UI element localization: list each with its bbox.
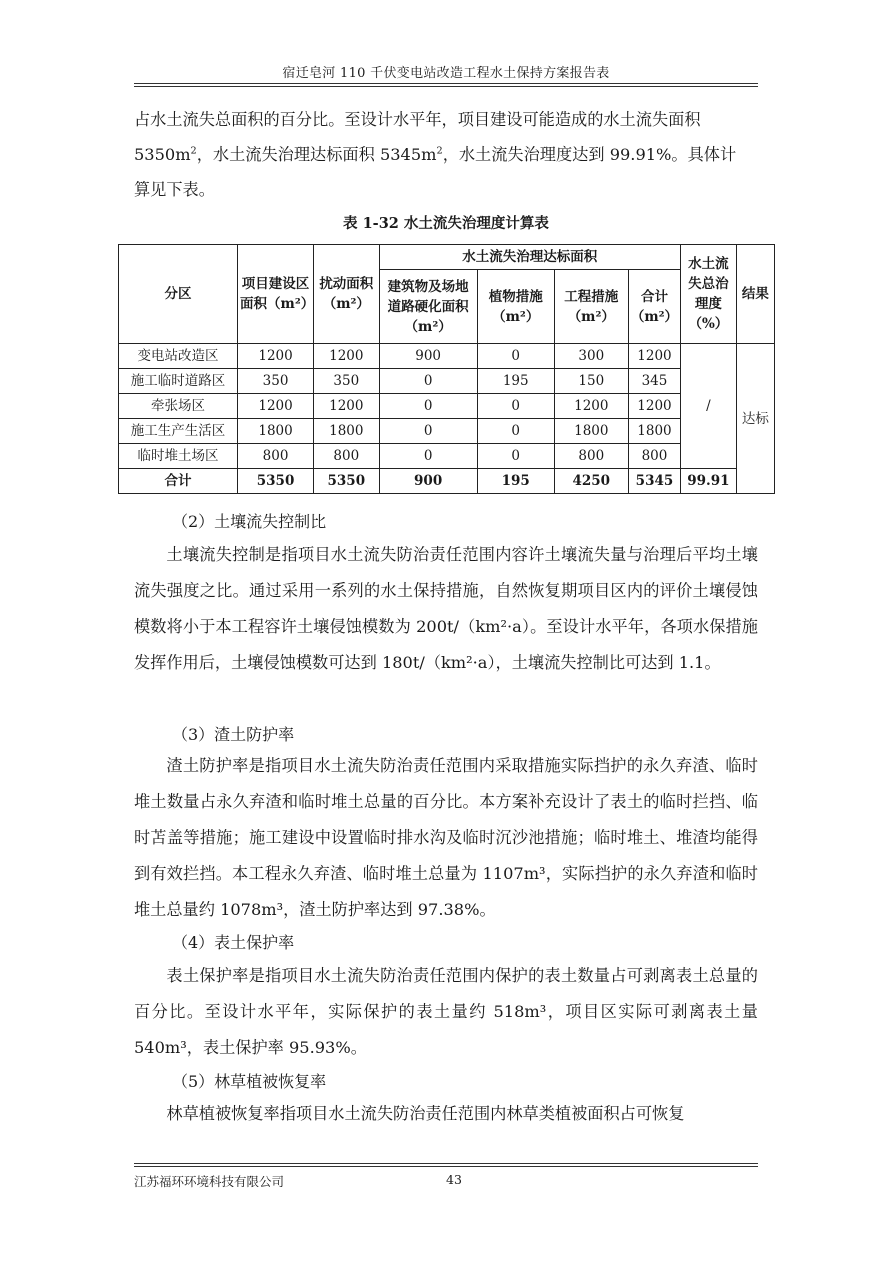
th-build-area: 项目建设区面积（m²） [238,245,314,344]
cell-zone: 牵张场区 [119,394,238,419]
cell-veg: 0 [477,394,554,419]
cell-sum: 800 [628,444,680,469]
th-rate: 水土流失总治理度（%） [681,245,737,344]
footer-company: 江苏福环环境科技有限公司 [134,1174,285,1189]
intro-line-2c: ，水土流失治理度达到 99.91%。具体计 [442,145,737,164]
th-group: 水土流失治理达标面积 [379,245,681,270]
cell-eng: 1800 [554,419,628,444]
cell-total-hard: 900 [379,469,477,494]
cell-eng: 800 [554,444,628,469]
intro-area-value: 5350m [134,145,191,164]
intro-paragraph [134,102,758,207]
cell-eng: 150 [554,369,628,394]
th-disturb-area: 扰动面积（m²） [314,245,379,344]
cell-sum: 1800 [628,419,680,444]
cell-rate-merged: / [681,344,737,469]
th-zone: 分区 [119,245,238,344]
cell-eng: 1200 [554,394,628,419]
cell-zone: 施工生产生活区 [119,419,238,444]
table-row [119,369,775,394]
cell-hard: 0 [379,394,477,419]
section-3-body: 渣土防护率是指项目水土流失防治责任范围内采取措施实际挡护的永久弃渣、临时堆土数量占永久弃渣和临时堆土总量的百分比。本方案补充设计了表土的临时拦挡、临时苫盖等措施；施工建设中设置临时排水沟及临时沉沙池措施；临时堆土、堆渣均能得到有效拦挡。本工程永久弃渣、临时堆土总量为 1107m³，实际挡护的永久弃渣和临时堆土总量约 1078m³，渣土防护率达到 97.38%。 [134,756,758,919]
cell-total-disturb: 5350 [314,469,379,494]
cell-build: 1200 [238,344,314,369]
cell-veg: 0 [477,419,554,444]
table-row [119,394,775,419]
cell-total-build: 5350 [238,469,314,494]
cell-zone: 变电站改造区 [119,344,238,369]
cell-hard: 0 [379,419,477,444]
th-veg: 植物措施（m²） [477,270,554,344]
cell-hard: 900 [379,344,477,369]
intro-line-1: 占水土流失总面积的百分比。至设计水平年，项目建设可能造成的水土流失面积 [134,110,701,129]
cell-disturb: 800 [314,444,379,469]
intro-line-2: ，水土流失治理达标面积 5345m [196,145,437,164]
sup-2b: 2 [436,145,443,157]
page-header: 宿迁皂河 110 千伏变电站改造工程水土保持方案报告表 [282,66,610,81]
table-caption: 表 1-32 水土流失治理度计算表 [343,215,549,232]
table-row [119,344,775,369]
section-3-title: （3）渣土防护率 [172,725,295,744]
section-5-body: 林草植被恢复率指项目水土流失防治责任范围内林草类植被面积占可恢复 [166,1104,685,1123]
cell-total-label: 合计 [119,469,238,494]
header-rule-2 [134,86,758,87]
section-4-body: 表土保护率是指项目水土流失防治责任范围内保护的表土数量占可剥离表土总量的百分比。至设计水平年，实际保护的表土量约 518m³，项目区实际可剥离表土量 540m³，表土保护率 95.93%。 [134,966,758,1057]
table-total-row [119,469,775,494]
section-2-body: 土壤流失控制是指项目水土流失防治责任范围内容许土壤流失量与治理后平均土壤流失强度之比。通过采用一系列的水土保持措施，自然恢复期项目区内的评价土壤侵蚀模数将小于本工程容许土壤侵蚀模数为 200t/（km²·a）。至设计水平年，各项水保措施发挥作用后，土壤侵蚀模数可达到 180t/（km²·a），土壤流失控制比可达到 1.1。 [134,545,758,672]
cell-total-veg: 195 [477,469,554,494]
cell-sum: 1200 [628,394,680,419]
th-result: 结果 [736,245,774,344]
th-sum: 合计（m²） [628,270,680,344]
section-5-title: （5）林草植被恢复率 [172,1072,327,1091]
intro-line-3: 算见下表。 [134,180,215,199]
cell-build: 800 [238,444,314,469]
cell-hard: 0 [379,369,477,394]
cell-disturb: 1200 [314,344,379,369]
th-eng: 工程措施（m²） [554,270,628,344]
footer-rule-2 [134,1166,758,1167]
cell-veg: 195 [477,369,554,394]
cell-disturb: 350 [314,369,379,394]
cell-total-eng: 4250 [554,469,628,494]
section-2-title: （2）土壤流失控制比 [172,512,327,531]
cell-eng: 300 [554,344,628,369]
cell-build: 1800 [238,419,314,444]
header-rule [134,83,758,84]
cell-build: 1200 [238,394,314,419]
cell-zone: 施工临时道路区 [119,369,238,394]
cell-sum: 1200 [628,344,680,369]
cell-veg: 0 [477,344,554,369]
cell-disturb: 1200 [314,394,379,419]
cell-result-merged: 达标 [736,344,774,494]
section-4-title: （4）表土保护率 [172,933,295,952]
erosion-control-table [118,244,775,494]
cell-disturb: 1800 [314,419,379,444]
cell-total-sum: 5345 [628,469,680,494]
table-row [119,444,775,469]
table-row [119,419,775,444]
footer-rule [134,1163,758,1164]
cell-total-rate: 99.91 [681,469,737,494]
cell-hard: 0 [379,444,477,469]
cell-sum: 345 [628,369,680,394]
cell-build: 350 [238,369,314,394]
sup-2: 2 [190,145,197,157]
cell-zone: 临时堆土场区 [119,444,238,469]
page-number: 43 [446,1172,462,1187]
th-hard: 建筑物及场地道路硬化面积（m²） [379,270,477,344]
cell-veg: 0 [477,444,554,469]
